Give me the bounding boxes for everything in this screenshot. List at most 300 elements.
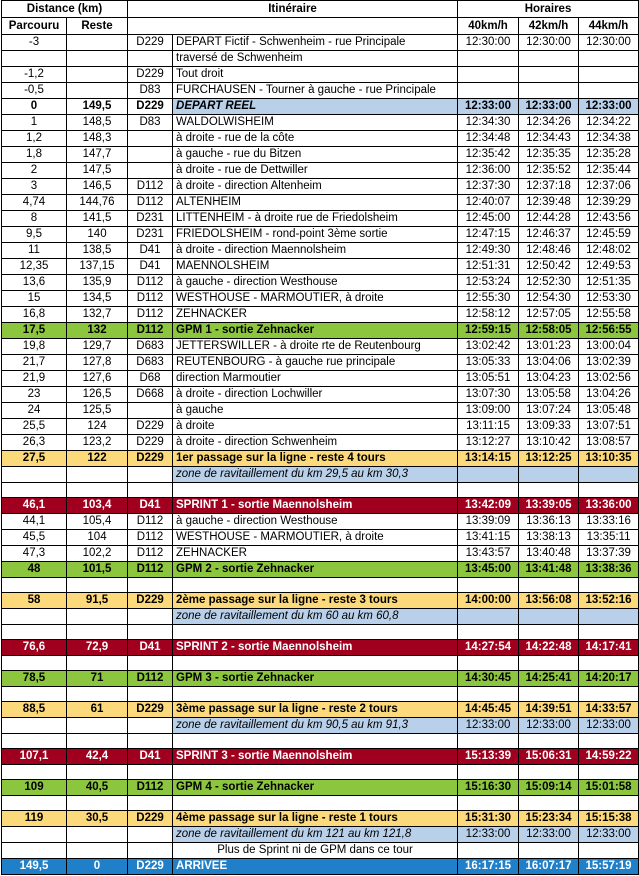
parcours-cell: 16,8 (2, 307, 67, 323)
time-cell: 12:55:30 (458, 291, 519, 307)
reste-cell (67, 765, 128, 780)
schedule-row (2, 195, 639, 211)
reste-cell: 149,5 (67, 99, 128, 115)
reste-cell (67, 796, 128, 811)
parcours-cell: 24 (2, 403, 67, 419)
road-cell (128, 656, 173, 671)
time-cell: 13:09:00 (458, 403, 519, 419)
time-cell (519, 609, 579, 625)
road-cell: D229 (128, 99, 173, 115)
time-cell: 12:33:00 (519, 718, 579, 734)
time-cell: 12:52:30 (519, 275, 579, 291)
parcours-cell: 48 (2, 562, 67, 578)
itineraire-cell: à droite - rue de Dettwiller (173, 163, 458, 179)
itineraire-cell: ZEHNACKER (173, 546, 458, 562)
reste-cell: 30,5 (67, 811, 128, 827)
parcours-cell (2, 687, 67, 702)
reste-cell: 141,5 (67, 211, 128, 227)
time-cell (519, 656, 579, 671)
time-cell: 15:01:58 (579, 780, 639, 796)
parcours-cell: 23 (2, 387, 67, 403)
time-cell: 13:07:51 (579, 419, 639, 435)
horaires-header: Horaires (458, 1, 639, 18)
time-cell (579, 687, 639, 702)
time-cell: 12:37:06 (579, 179, 639, 195)
itineraire-cell: WESTHOUSE - MARMOUTIER, à droite (173, 530, 458, 546)
reste-cell: 148,3 (67, 131, 128, 147)
time-cell: 13:04:26 (579, 387, 639, 403)
schedule-row (2, 51, 639, 67)
schedule-row (2, 827, 639, 843)
schedule-row (2, 339, 639, 355)
time-cell: 13:36:13 (519, 514, 579, 530)
parcours-cell: 119 (2, 811, 67, 827)
time-cell (579, 67, 639, 83)
schedule-row (2, 734, 639, 749)
time-cell: 12:49:30 (458, 243, 519, 259)
parcours-cell: 109 (2, 780, 67, 796)
itineraire-cell: JETTERSWILLER - à droite rte de Reutenbourg (173, 339, 458, 355)
time-cell: 12:39:48 (519, 195, 579, 211)
parcours-header: Parcouru (2, 18, 67, 35)
road-cell (128, 625, 173, 640)
reste-cell: 132 (67, 323, 128, 339)
time-cell: 13:02:56 (579, 371, 639, 387)
time-cell: 15:06:31 (519, 749, 579, 765)
time-cell: 15:31:30 (458, 811, 519, 827)
schedule-row (2, 467, 639, 483)
time-cell: 12:33:00 (458, 99, 519, 115)
time-cell: 15:57:19 (579, 859, 639, 875)
reste-cell: 147,7 (67, 147, 128, 163)
time-cell: 12:33:00 (579, 718, 639, 734)
reste-cell: 126,5 (67, 387, 128, 403)
parcours-cell: 11 (2, 243, 67, 259)
parcours-cell (2, 609, 67, 625)
schedule-row (2, 780, 639, 796)
parcours-cell (2, 796, 67, 811)
time-cell: 12:53:30 (579, 291, 639, 307)
itineraire-cell: ZEHNACKER (173, 307, 458, 323)
time-cell: 12:30:00 (458, 35, 519, 51)
parcours-cell: 12,35 (2, 259, 67, 275)
reste-cell: 125,5 (67, 403, 128, 419)
road-cell: D112 (128, 671, 173, 687)
time-cell: 12:49:53 (579, 259, 639, 275)
reste-cell: 71 (67, 671, 128, 687)
schedule-row (2, 291, 639, 307)
parcours-cell: 26,3 (2, 435, 67, 451)
itineraire-cell: SPRINT 2 - sortie Maennolsheim (173, 640, 458, 656)
time-cell: 13:35:11 (579, 530, 639, 546)
time-cell (519, 578, 579, 593)
schedule-row (2, 796, 639, 811)
time-cell: 14:33:57 (579, 702, 639, 718)
parcours-cell: 88,5 (2, 702, 67, 718)
time-cell: 13:10:42 (519, 435, 579, 451)
parcours-cell: 19,8 (2, 339, 67, 355)
time-cell (579, 578, 639, 593)
time-cell (458, 483, 519, 498)
time-cell: 16:07:17 (519, 859, 579, 875)
itineraire-cell: DEPART Fictif - Schwenheim - rue Principale (173, 35, 458, 51)
time-cell: 12:35:42 (458, 147, 519, 163)
schedule-row (2, 687, 639, 702)
time-cell: 12:35:28 (579, 147, 639, 163)
reste-cell (67, 625, 128, 640)
reste-cell: 101,5 (67, 562, 128, 578)
time-cell: 13:36:00 (579, 498, 639, 514)
road-cell (128, 467, 173, 483)
time-cell (519, 67, 579, 83)
reste-cell (67, 656, 128, 671)
time-cell: 15:15:38 (579, 811, 639, 827)
time-cell: 14:30:45 (458, 671, 519, 687)
itineraire-cell: 3ème passage sur la ligne - reste 2 tours (173, 702, 458, 718)
parcours-cell: 21,9 (2, 371, 67, 387)
road-cell: D229 (128, 419, 173, 435)
time-cell: 14:20:17 (579, 671, 639, 687)
time-cell: 12:35:35 (519, 147, 579, 163)
time-cell: 14:39:51 (519, 702, 579, 718)
itineraire-cell (173, 578, 458, 593)
reste-cell: 148,5 (67, 115, 128, 131)
reste-cell: 137,15 (67, 259, 128, 275)
parcours-cell: 78,5 (2, 671, 67, 687)
parcours-cell (2, 467, 67, 483)
time-cell: 13:38:36 (579, 562, 639, 578)
schedule-row (2, 355, 639, 371)
time-cell: 13:01:23 (519, 339, 579, 355)
parcours-cell: -1,2 (2, 67, 67, 83)
parcours-cell (2, 718, 67, 734)
road-cell: D83 (128, 83, 173, 99)
schedule-row (2, 99, 639, 115)
parcours-cell: 1,2 (2, 131, 67, 147)
reste-cell: 135,9 (67, 275, 128, 291)
parcours-cell: 3 (2, 179, 67, 195)
parcours-cell: 0 (2, 99, 67, 115)
reste-cell (67, 51, 128, 67)
schedule-row (2, 371, 639, 387)
reste-cell (67, 734, 128, 749)
parcours-cell: 1,8 (2, 147, 67, 163)
parcours-cell (2, 578, 67, 593)
road-cell: D112 (128, 179, 173, 195)
time-cell: 12:35:44 (579, 163, 639, 179)
time-cell (519, 843, 579, 859)
parcours-cell: 44,1 (2, 514, 67, 530)
time-cell: 12:44:28 (519, 211, 579, 227)
time-cell (458, 687, 519, 702)
itineraire-cell: à droite - direction Altenheim (173, 179, 458, 195)
itineraire-cell: DEPART REEL (173, 99, 458, 115)
time-cell: 13:07:24 (519, 403, 579, 419)
itineraire-cell: GPM 4 - sortie Zehnacker (173, 780, 458, 796)
itineraire-cell (173, 687, 458, 702)
reste-cell: 123,2 (67, 435, 128, 451)
time-cell: 15:13:39 (458, 749, 519, 765)
time-cell: 13:43:57 (458, 546, 519, 562)
time-cell (579, 609, 639, 625)
reste-cell: 134,5 (67, 291, 128, 307)
road-cell (128, 51, 173, 67)
reste-cell: 122 (67, 451, 128, 467)
itineraire-cell: zone de ravitaillement du km 29,5 au km 30,3 (173, 467, 458, 483)
time-cell: 12:37:18 (519, 179, 579, 195)
speed-44-header: 44km/h (579, 18, 639, 35)
time-cell: 12:57:05 (519, 307, 579, 323)
itineraire-cell (173, 656, 458, 671)
itineraire-cell: à droite - direction Lochwiller (173, 387, 458, 403)
time-cell: 13:38:13 (519, 530, 579, 546)
time-cell: 14:17:41 (579, 640, 639, 656)
time-cell: 12:51:35 (579, 275, 639, 291)
time-cell: 12:55:58 (579, 307, 639, 323)
schedule-row (2, 656, 639, 671)
schedule-row (2, 131, 639, 147)
road-cell: D229 (128, 435, 173, 451)
time-cell: 12:33:00 (519, 827, 579, 843)
schedule-row (2, 307, 639, 323)
itineraire-cell: SPRINT 1 - sortie Maennolsheim (173, 498, 458, 514)
time-cell (458, 796, 519, 811)
reste-cell: 138,5 (67, 243, 128, 259)
time-cell (579, 796, 639, 811)
schedule-row (2, 593, 639, 609)
time-cell: 13:39:09 (458, 514, 519, 530)
time-cell: 14:59:22 (579, 749, 639, 765)
itineraire-cell: Tout droit (173, 67, 458, 83)
itineraire-cell: 2ème passage sur la ligne - reste 3 tours (173, 593, 458, 609)
schedule-row (2, 562, 639, 578)
road-cell: D112 (128, 291, 173, 307)
time-cell: 14:22:48 (519, 640, 579, 656)
itineraire-cell: FURCHAUSEN - Tourner à gauche - rue Principale (173, 83, 458, 99)
itineraire-cell: à droite (173, 419, 458, 435)
reste-cell (67, 483, 128, 498)
reste-cell (67, 67, 128, 83)
road-cell: D229 (128, 451, 173, 467)
time-cell (579, 843, 639, 859)
time-cell: 12:34:43 (519, 131, 579, 147)
time-cell: 12:35:52 (519, 163, 579, 179)
reste-cell: 104 (67, 530, 128, 546)
road-cell: D112 (128, 195, 173, 211)
schedule-row (2, 718, 639, 734)
time-cell (458, 656, 519, 671)
parcours-cell: 13,6 (2, 275, 67, 291)
schedule-row (2, 259, 639, 275)
time-cell: 12:47:15 (458, 227, 519, 243)
reste-cell: 144,76 (67, 195, 128, 211)
time-cell (458, 734, 519, 749)
schedule-row (2, 749, 639, 765)
itineraire-cell (173, 734, 458, 749)
time-cell (579, 656, 639, 671)
time-cell: 12:48:02 (579, 243, 639, 259)
time-cell: 13:02:42 (458, 339, 519, 355)
road-cell: D229 (128, 593, 173, 609)
road-cell: D683 (128, 339, 173, 355)
schedule-row (2, 640, 639, 656)
time-cell (458, 67, 519, 83)
reste-cell: 40,5 (67, 780, 128, 796)
road-cell (128, 163, 173, 179)
schedule-row (2, 483, 639, 498)
time-cell: 12:56:55 (579, 323, 639, 339)
road-cell (128, 796, 173, 811)
time-cell (519, 51, 579, 67)
road-cell: D112 (128, 780, 173, 796)
time-cell: 13:11:15 (458, 419, 519, 435)
time-cell: 12:43:56 (579, 211, 639, 227)
itineraire-cell: direction Marmoutier (173, 371, 458, 387)
schedule-row (2, 323, 639, 339)
reste-cell (67, 83, 128, 99)
schedule-row (2, 419, 639, 435)
road-cell: D112 (128, 546, 173, 562)
time-cell: 12:33:00 (458, 718, 519, 734)
time-cell: 12:34:22 (579, 115, 639, 131)
road-cell: D41 (128, 243, 173, 259)
reste-cell (67, 843, 128, 859)
reste-cell (67, 609, 128, 625)
road-cell: D229 (128, 35, 173, 51)
road-cell: D231 (128, 227, 173, 243)
speed-42-header: 42km/h (519, 18, 579, 35)
schedule-row (2, 609, 639, 625)
road-cell: D68 (128, 371, 173, 387)
road-cell (128, 765, 173, 780)
parcours-cell (2, 483, 67, 498)
parcours-cell (2, 656, 67, 671)
time-cell (519, 734, 579, 749)
parcours-cell: 45,5 (2, 530, 67, 546)
road-cell (128, 483, 173, 498)
time-cell: 13:04:06 (519, 355, 579, 371)
reste-cell: 127,8 (67, 355, 128, 371)
schedule-row (2, 435, 639, 451)
reste-header: Reste (67, 18, 128, 35)
time-cell (458, 625, 519, 640)
time-cell (458, 51, 519, 67)
time-cell: 14:25:41 (519, 671, 579, 687)
time-cell (579, 483, 639, 498)
time-cell: 12:33:00 (458, 827, 519, 843)
time-cell: 12:33:00 (579, 99, 639, 115)
road-cell (128, 843, 173, 859)
schedule-row (2, 498, 639, 514)
itineraire-cell (173, 625, 458, 640)
parcours-cell: 27,5 (2, 451, 67, 467)
reste-cell: 132,7 (67, 307, 128, 323)
parcours-cell: 2 (2, 163, 67, 179)
time-cell: 13:39:05 (519, 498, 579, 514)
reste-cell: 124 (67, 419, 128, 435)
itineraire-cell: SPRINT 3 - sortie Maennolsheim (173, 749, 458, 765)
parcours-cell: 149,5 (2, 859, 67, 875)
time-cell: 13:14:15 (458, 451, 519, 467)
time-cell: 12:34:30 (458, 115, 519, 131)
reste-cell: 127,6 (67, 371, 128, 387)
schedule-row (2, 179, 639, 195)
parcours-cell: 107,1 (2, 749, 67, 765)
time-cell: 13:10:35 (579, 451, 639, 467)
time-cell: 13:40:48 (519, 546, 579, 562)
schedule-row (2, 530, 639, 546)
itineraire-cell: 1er passage sur la ligne - reste 4 tours (173, 451, 458, 467)
schedule-row (2, 275, 639, 291)
time-cell: 12:33:00 (519, 99, 579, 115)
time-cell: 15:09:14 (519, 780, 579, 796)
schedule-row (2, 35, 639, 51)
time-cell: 15:16:30 (458, 780, 519, 796)
road-cell: D231 (128, 211, 173, 227)
itineraire-cell (173, 765, 458, 780)
time-cell: 12:54:30 (519, 291, 579, 307)
itineraire-cell: LITTENHEIM - à droite rue de Friedolsheim (173, 211, 458, 227)
road-cell: D41 (128, 259, 173, 275)
parcours-cell: 58 (2, 593, 67, 609)
parcours-cell: 17,5 (2, 323, 67, 339)
schedule-row (2, 702, 639, 718)
parcours-cell: 4,74 (2, 195, 67, 211)
reste-cell (67, 467, 128, 483)
reste-cell: 0 (67, 859, 128, 875)
time-cell: 13:45:00 (458, 562, 519, 578)
road-cell: D112 (128, 530, 173, 546)
time-cell (458, 578, 519, 593)
time-cell: 13:05:51 (458, 371, 519, 387)
reste-cell: 103,4 (67, 498, 128, 514)
time-cell (458, 843, 519, 859)
schedule-row (2, 546, 639, 562)
time-cell: 12:48:46 (519, 243, 579, 259)
schedule-row (2, 843, 639, 859)
itineraire-cell: ARRIVEE (173, 859, 458, 875)
time-cell: 13:05:33 (458, 355, 519, 371)
parcours-cell: 8 (2, 211, 67, 227)
time-cell (519, 687, 579, 702)
time-cell: 12:51:31 (458, 259, 519, 275)
itineraire-cell: MAENNOLSHEIM (173, 259, 458, 275)
schedule-row (2, 514, 639, 530)
schedule-row (2, 625, 639, 640)
itineraire-cell: à gauche - rue du Bitzen (173, 147, 458, 163)
time-cell (519, 83, 579, 99)
itineraire-header: Itinéraire (128, 1, 458, 18)
parcours-cell: 25,5 (2, 419, 67, 435)
road-cell (128, 687, 173, 702)
itineraire-cell: à droite - rue de la côte (173, 131, 458, 147)
itineraire-cell: à gauche (173, 403, 458, 419)
reste-cell (67, 578, 128, 593)
schedule-row (2, 403, 639, 419)
road-cell: D112 (128, 307, 173, 323)
road-cell: D83 (128, 115, 173, 131)
time-cell: 13:41:15 (458, 530, 519, 546)
schedule-row (2, 67, 639, 83)
parcours-cell (2, 765, 67, 780)
itineraire-cell: à gauche - direction Westhouse (173, 275, 458, 291)
road-cell: D112 (128, 562, 173, 578)
time-cell: 12:58:12 (458, 307, 519, 323)
parcours-cell: -0,5 (2, 83, 67, 99)
time-cell: 13:05:58 (519, 387, 579, 403)
parcours-cell (2, 827, 67, 843)
parcours-cell: -3 (2, 35, 67, 51)
